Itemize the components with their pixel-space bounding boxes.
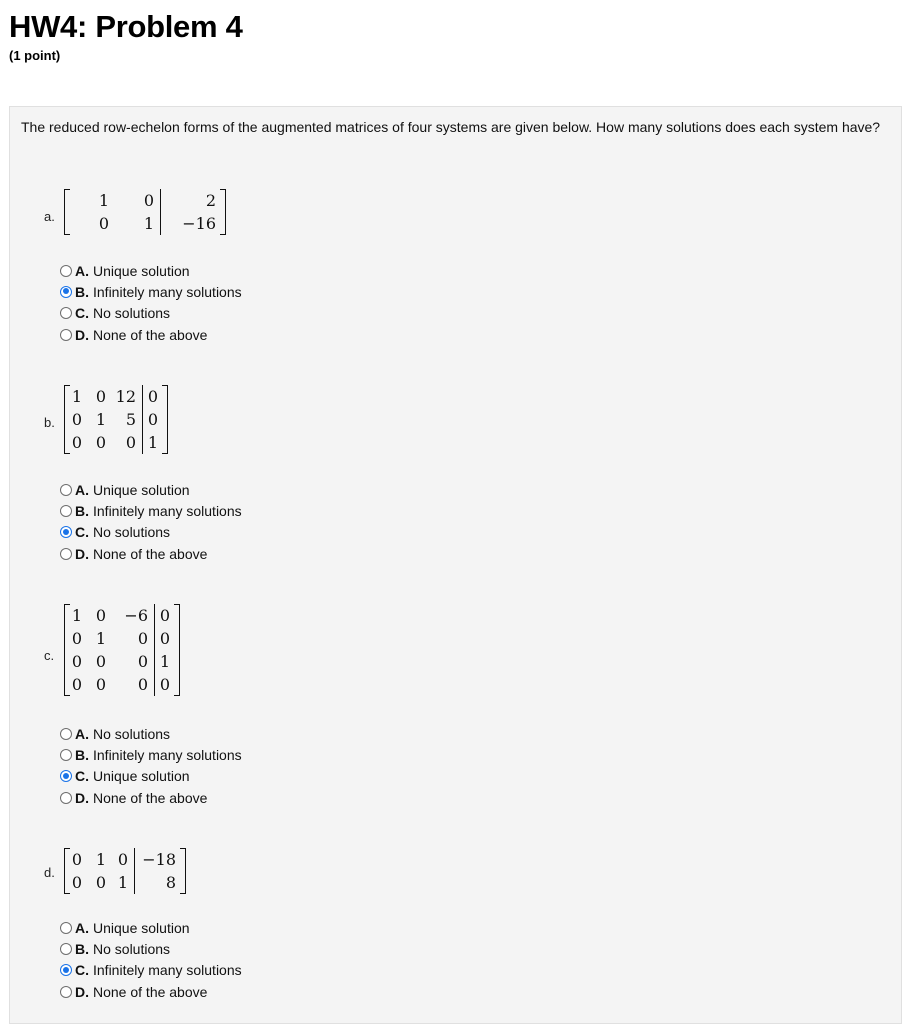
- radio-icon[interactable]: [60, 943, 72, 955]
- part-b-option-a[interactable]: [60, 479, 242, 500]
- matrix-entry: 0: [154, 673, 174, 696]
- matrix-entry: 0: [154, 627, 174, 650]
- matrix-entry: 0: [98, 214, 109, 233]
- option-text: Unique solution: [93, 919, 190, 936]
- part-d-option-b[interactable]: [60, 938, 242, 959]
- part-d-label: d.: [44, 865, 55, 880]
- option-letter: A.: [75, 262, 89, 279]
- option-letter: A.: [75, 481, 89, 498]
- matrix-entry: 1: [95, 850, 106, 869]
- part-b-label: b.: [44, 415, 55, 430]
- matrix-right-bracket: [162, 385, 168, 454]
- radio-icon[interactable]: [60, 749, 72, 761]
- option-text: Unique solution: [93, 481, 190, 498]
- option-letter: A.: [75, 919, 89, 936]
- matrix-entry: 0: [71, 675, 82, 694]
- matrix-entry: 1: [95, 629, 106, 648]
- matrix-entry: 0: [125, 433, 136, 452]
- matrix-entry: 0: [71, 873, 82, 892]
- matrix-right-bracket: [180, 848, 186, 894]
- matrix-entry: 8: [134, 871, 180, 894]
- matrix-right-bracket: [174, 604, 180, 696]
- part-a-option-c[interactable]: [60, 303, 242, 324]
- matrix-entry: 0: [71, 410, 82, 429]
- option-letter: D.: [75, 326, 89, 343]
- matrix-entry: 12: [115, 387, 136, 406]
- option-letter: C.: [75, 768, 89, 785]
- radio-icon[interactable]: [60, 922, 72, 934]
- matrix-entry: 0: [71, 433, 82, 452]
- matrix-entry: 0: [95, 606, 106, 625]
- matrix-entry: 0: [142, 408, 162, 431]
- part-a-options: [60, 260, 242, 345]
- matrix-entry: 0: [71, 629, 82, 648]
- part-b-option-d[interactable]: [60, 543, 242, 564]
- part-d-option-c[interactable]: [60, 960, 242, 981]
- option-letter: B.: [75, 502, 89, 519]
- option-text: None of the above: [93, 983, 208, 1000]
- matrix-entry: 0: [142, 385, 162, 408]
- option-text: Infinitely many solutions: [93, 746, 242, 763]
- option-text: None of the above: [93, 545, 208, 562]
- matrix-entry: 0: [95, 652, 106, 671]
- option-text: Infinitely many solutions: [93, 962, 242, 979]
- radio-icon[interactable]: [60, 484, 72, 496]
- option-text: None of the above: [93, 789, 208, 806]
- radio-icon[interactable]: [60, 329, 72, 341]
- part-d-option-d[interactable]: [60, 981, 242, 1002]
- part-d-options: [60, 917, 242, 1002]
- part-c-matrix: [64, 604, 180, 696]
- option-letter: B.: [75, 283, 89, 300]
- matrix-entry: 0: [137, 652, 148, 671]
- matrix-entry: 0: [137, 629, 148, 648]
- part-c-option-d[interactable]: [60, 787, 242, 808]
- option-text: None of the above: [93, 326, 208, 343]
- page-title: HW4: Problem 4: [9, 9, 243, 44]
- radio-selected-icon[interactable]: [60, 526, 72, 538]
- part-c-label: c.: [44, 648, 55, 663]
- part-c-option-c[interactable]: [60, 766, 242, 787]
- radio-icon[interactable]: [60, 548, 72, 560]
- question-text: The reduced row-echelon forms of the augmented matrices of four systems are given below. How many solutions does each system have?: [21, 119, 881, 135]
- points-label: (1 point): [9, 48, 61, 63]
- matrix-entry: 1: [154, 650, 174, 673]
- part-b-option-b[interactable]: [60, 500, 242, 521]
- option-letter: A.: [75, 725, 89, 742]
- part-b-options: [60, 479, 242, 564]
- matrix-entry: −16: [160, 212, 220, 235]
- option-text: Unique solution: [93, 768, 190, 785]
- matrix-entry: 1: [95, 410, 106, 429]
- matrix-entry: 1: [98, 191, 109, 210]
- matrix-entry: 0: [95, 433, 106, 452]
- matrix-entry: 0: [117, 850, 128, 869]
- matrix-entry: 0: [95, 873, 106, 892]
- part-c-option-b[interactable]: [60, 744, 242, 765]
- matrix-entry: 5: [125, 410, 136, 429]
- radio-icon[interactable]: [60, 728, 72, 740]
- matrix-entry: 0: [143, 191, 154, 210]
- option-letter: C.: [75, 524, 89, 541]
- part-d-option-a[interactable]: [60, 917, 242, 938]
- option-text: No solutions: [93, 725, 171, 742]
- radio-selected-icon[interactable]: [60, 964, 72, 976]
- option-letter: C.: [75, 962, 89, 979]
- matrix-entry: 1: [142, 431, 162, 454]
- option-letter: C.: [75, 305, 89, 322]
- part-a-option-a[interactable]: [60, 260, 242, 281]
- matrix-entry: 1: [143, 214, 154, 233]
- part-b-matrix: [64, 385, 168, 454]
- part-a-matrix: [64, 189, 226, 235]
- option-text: No solutions: [93, 940, 171, 957]
- matrix-entry: 0: [95, 675, 106, 694]
- matrix-right-bracket: [220, 189, 226, 235]
- matrix-entry: 0: [71, 850, 82, 869]
- matrix-entry: 2: [160, 189, 220, 212]
- radio-icon[interactable]: [60, 265, 72, 277]
- matrix-grid: [70, 385, 162, 454]
- problem-panel: [9, 106, 902, 1024]
- matrix-entry: 0: [95, 387, 106, 406]
- matrix-entry: −6: [124, 606, 148, 625]
- part-a-label: a.: [44, 209, 55, 224]
- option-text: Infinitely many solutions: [93, 502, 242, 519]
- part-b-option-c[interactable]: [60, 522, 242, 543]
- option-letter: B.: [75, 940, 89, 957]
- matrix-entry: −18: [134, 848, 180, 871]
- option-letter: D.: [75, 545, 89, 562]
- option-letter: D.: [75, 983, 89, 1000]
- part-a-option-d[interactable]: [60, 324, 242, 345]
- matrix-grid: [70, 604, 174, 696]
- part-a-option-b[interactable]: [60, 281, 242, 302]
- matrix-entry: 1: [71, 606, 82, 625]
- option-letter: B.: [75, 746, 89, 763]
- radio-icon[interactable]: [60, 307, 72, 319]
- matrix-entry: 0: [71, 652, 82, 671]
- radio-selected-icon[interactable]: [60, 770, 72, 782]
- option-text: No solutions: [93, 524, 171, 541]
- matrix-entry: 1: [71, 387, 82, 406]
- part-c-option-a[interactable]: [60, 723, 242, 744]
- matrix-entry: 0: [154, 604, 174, 627]
- radio-icon[interactable]: [60, 986, 72, 998]
- matrix-grid: [70, 848, 180, 894]
- radio-icon[interactable]: [60, 792, 72, 804]
- matrix-grid: [70, 189, 220, 235]
- radio-icon[interactable]: [60, 505, 72, 517]
- part-d-matrix: [64, 848, 186, 894]
- matrix-entry: 0: [137, 675, 148, 694]
- matrix-entry: 1: [117, 873, 128, 892]
- part-c-options: [60, 723, 242, 808]
- option-text: Infinitely many solutions: [93, 283, 242, 300]
- option-text: Unique solution: [93, 262, 190, 279]
- radio-selected-icon[interactable]: [60, 286, 72, 298]
- option-letter: D.: [75, 789, 89, 806]
- option-text: No solutions: [93, 305, 171, 322]
